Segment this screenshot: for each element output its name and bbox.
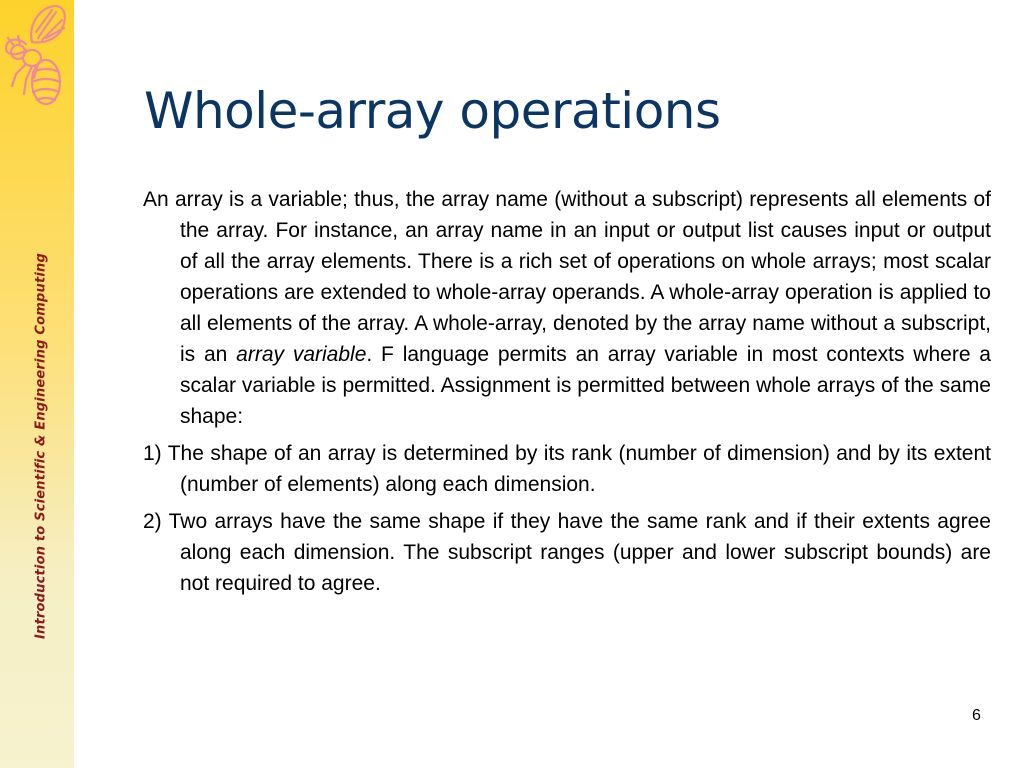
paragraph-point-2: 2) Two arrays have the same shape if they have the same rank and if their extents agree along each dimension. The subscript ranges (upper and lower subscript bounds) are not required to agree. [143,510,991,595]
paragraph-point-1: 1) The shape of an array is determined by its rank (number of dimension) and by its extent (number of elements) along each dimension. [143,442,991,496]
slide-body [143,184,991,605]
slide-title: Whole-array operations [144,82,721,140]
paragraph-intro-text: An array is a variable; thus, the array name (without a subscript) represents all elements of the array. For instance, an array name in an input or output list causes input or output of all the array elements. There is a rich set of operations on whole arrays; most scalar operations are extended to whole-array operands. A whole-array operation is applied to all elements of the array. A whole-array, denoted by the array name without a subscript, is an [143,188,991,366]
emphasis-array-variable: array variable [236,343,367,366]
course-title: Introduction to Scientific & Engineering Computing [33,253,49,639]
sidebar-strip [0,0,74,768]
page-number: 6 [972,707,981,724]
paragraph-intro-text-end: . F language permits an array variable in most contexts where a scalar variable is permitted. Assignment is permitted between whole arrays of the same shape: [180,343,991,428]
bee-icon [2,2,72,110]
paragraph-intro [143,184,991,432]
